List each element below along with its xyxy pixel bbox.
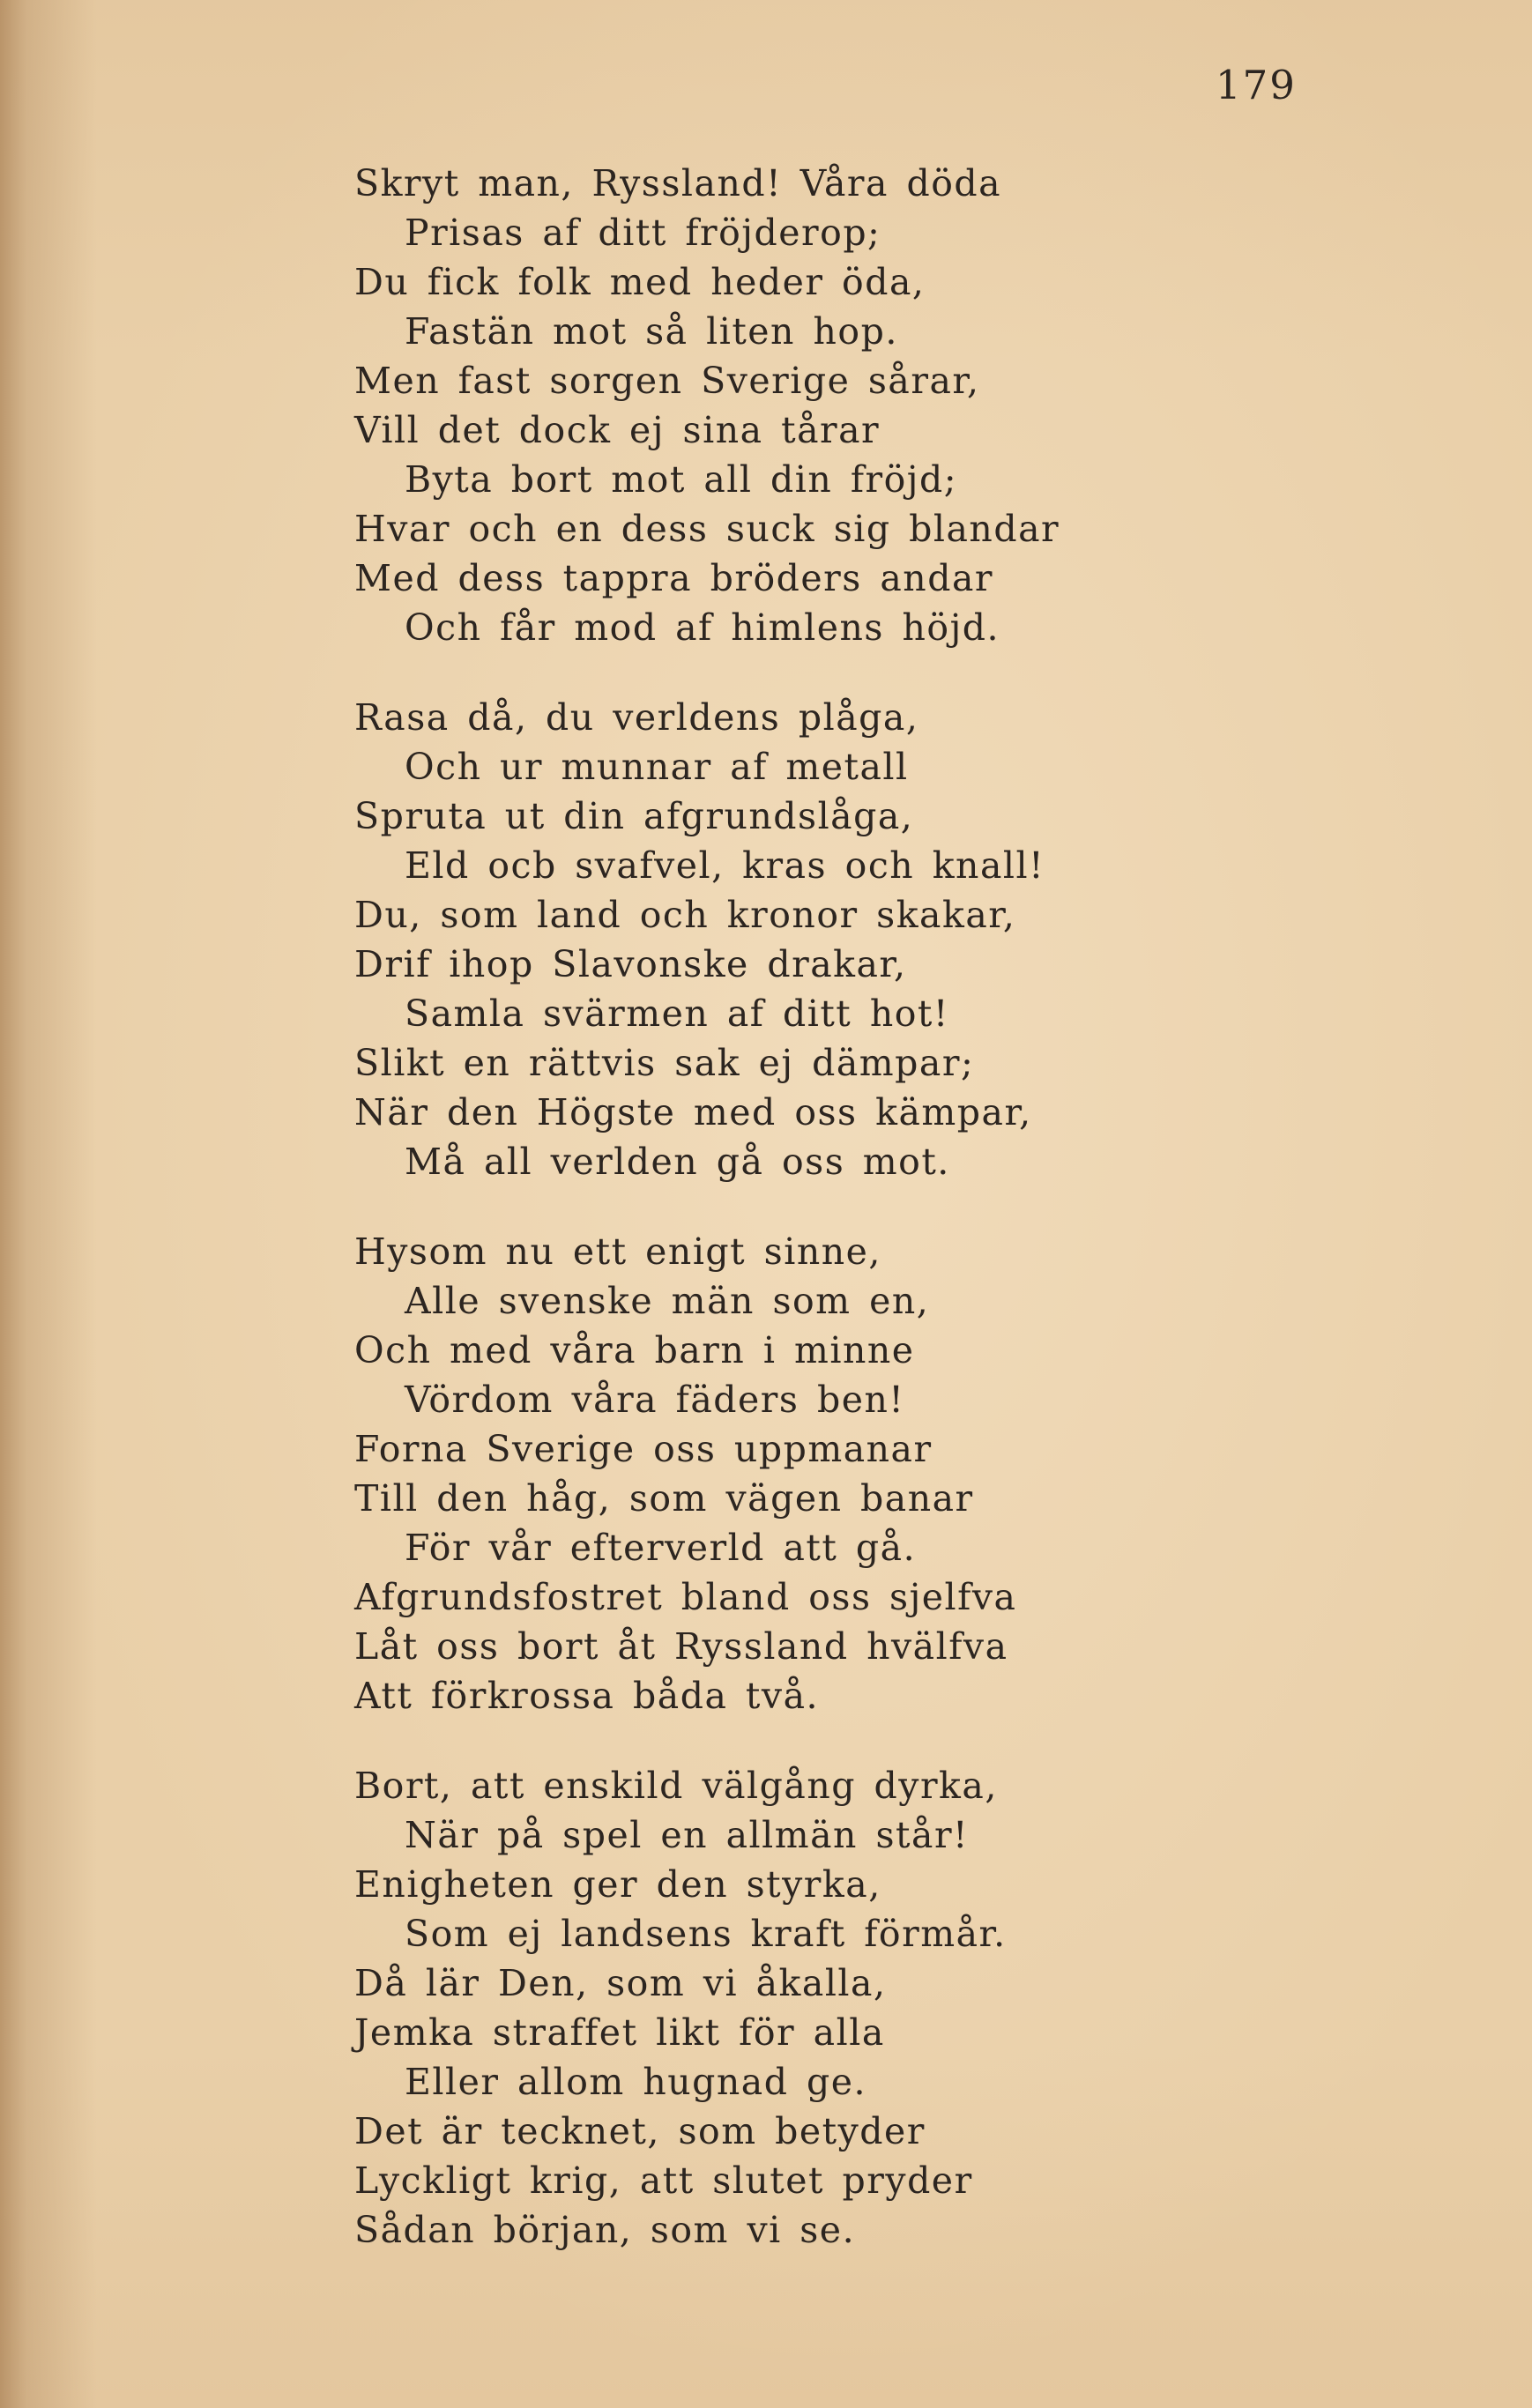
poem-line: Låt oss bort åt Ryssland hvälfva	[354, 1625, 1008, 1668]
poem-line: Skryt man, Ryssland! Våra döda	[354, 162, 1002, 204]
stanza	[354, 693, 1500, 1186]
poem-line: Spruta ut din afgrundslåga,	[354, 795, 914, 837]
poem-line: Eller allom hugnad ge.	[405, 2061, 867, 2103]
stanza	[354, 1227, 1500, 1721]
page-number: 179	[1216, 62, 1297, 108]
poem-line: Drif ihop Slavonske drakar,	[354, 943, 907, 985]
poem-line: Sådan början, som vi se.	[354, 2209, 856, 2251]
poem-line: Men fast sorgen Sverige sårar,	[354, 360, 980, 402]
poem-line: Enigheten ger den styrka,	[354, 1863, 881, 1906]
stanza	[354, 1761, 1500, 2255]
poem-line: Och får mod af himlens höjd.	[405, 606, 1000, 649]
stanza	[354, 159, 1500, 652]
poem-line: Hvar och en dess suck sig blandar	[354, 508, 1060, 550]
poem-line: Alle svenske män som en,	[405, 1280, 930, 1322]
poem-line: Då lär Den, som vi åkalla,	[354, 1962, 887, 2004]
poem-line: Och med våra barn i minne	[354, 1329, 915, 1371]
poem	[354, 159, 1500, 2295]
poem-line: Fastän mot så liten hop.	[405, 310, 898, 353]
poem-line: Att förkrossa båda två.	[354, 1675, 820, 1717]
poem-line: När på spel en allmän står!	[405, 1814, 970, 1856]
poem-line: Samla svärmen af ditt hot!	[405, 992, 949, 1035]
poem-line: Vill det dock ej sina tårar	[354, 409, 881, 451]
poem-line: Hysom nu ett enigt sinne,	[354, 1230, 881, 1273]
poem-line: Rasa då, du verldens plåga,	[354, 696, 919, 739]
poem-line: För vår efterverld att gå.	[405, 1527, 917, 1569]
poem-line: Du, som land och kronor skakar,	[354, 894, 1016, 936]
poem-line: Som ej landsens kraft förmår.	[405, 1913, 1007, 1955]
poem-line: Eld ocb svafvel, kras och knall!	[405, 844, 1045, 887]
poem-line: Prisas af ditt fröjderop;	[405, 212, 881, 254]
poem-line: Du fick folk med heder öda,	[354, 261, 926, 303]
poem-line: När den Högste med oss kämpar,	[354, 1091, 1032, 1133]
poem-line: Och ur munnar af metall	[405, 746, 909, 788]
poem-line: Till den håg, som vägen banar	[354, 1477, 974, 1520]
poem-line: Slikt en rättvis sak ej dämpar;	[354, 1042, 975, 1084]
poem-line: Må all verlden gå oss mot.	[405, 1141, 950, 1183]
poem-line: Bort, att enskild välgång dyrka,	[354, 1765, 998, 1807]
poem-line: Byta bort mot all din fröjd;	[405, 458, 958, 501]
poem-line: Afgrundsfostret bland oss sjelfva	[354, 1576, 1017, 1618]
poem-line: Det är tecknet, som betyder	[354, 2110, 926, 2152]
poem-line: Vördom våra fäders ben!	[405, 1379, 905, 1421]
poem-line: Jemka straffet likt för alla	[354, 2011, 885, 2054]
poem-line: Lyckligt krig, att slutet pryder	[354, 2159, 973, 2202]
poem-line: Forna Sverige oss uppmanar	[354, 1428, 933, 1470]
poem-line: Med dess tappra bröders andar	[354, 557, 993, 599]
